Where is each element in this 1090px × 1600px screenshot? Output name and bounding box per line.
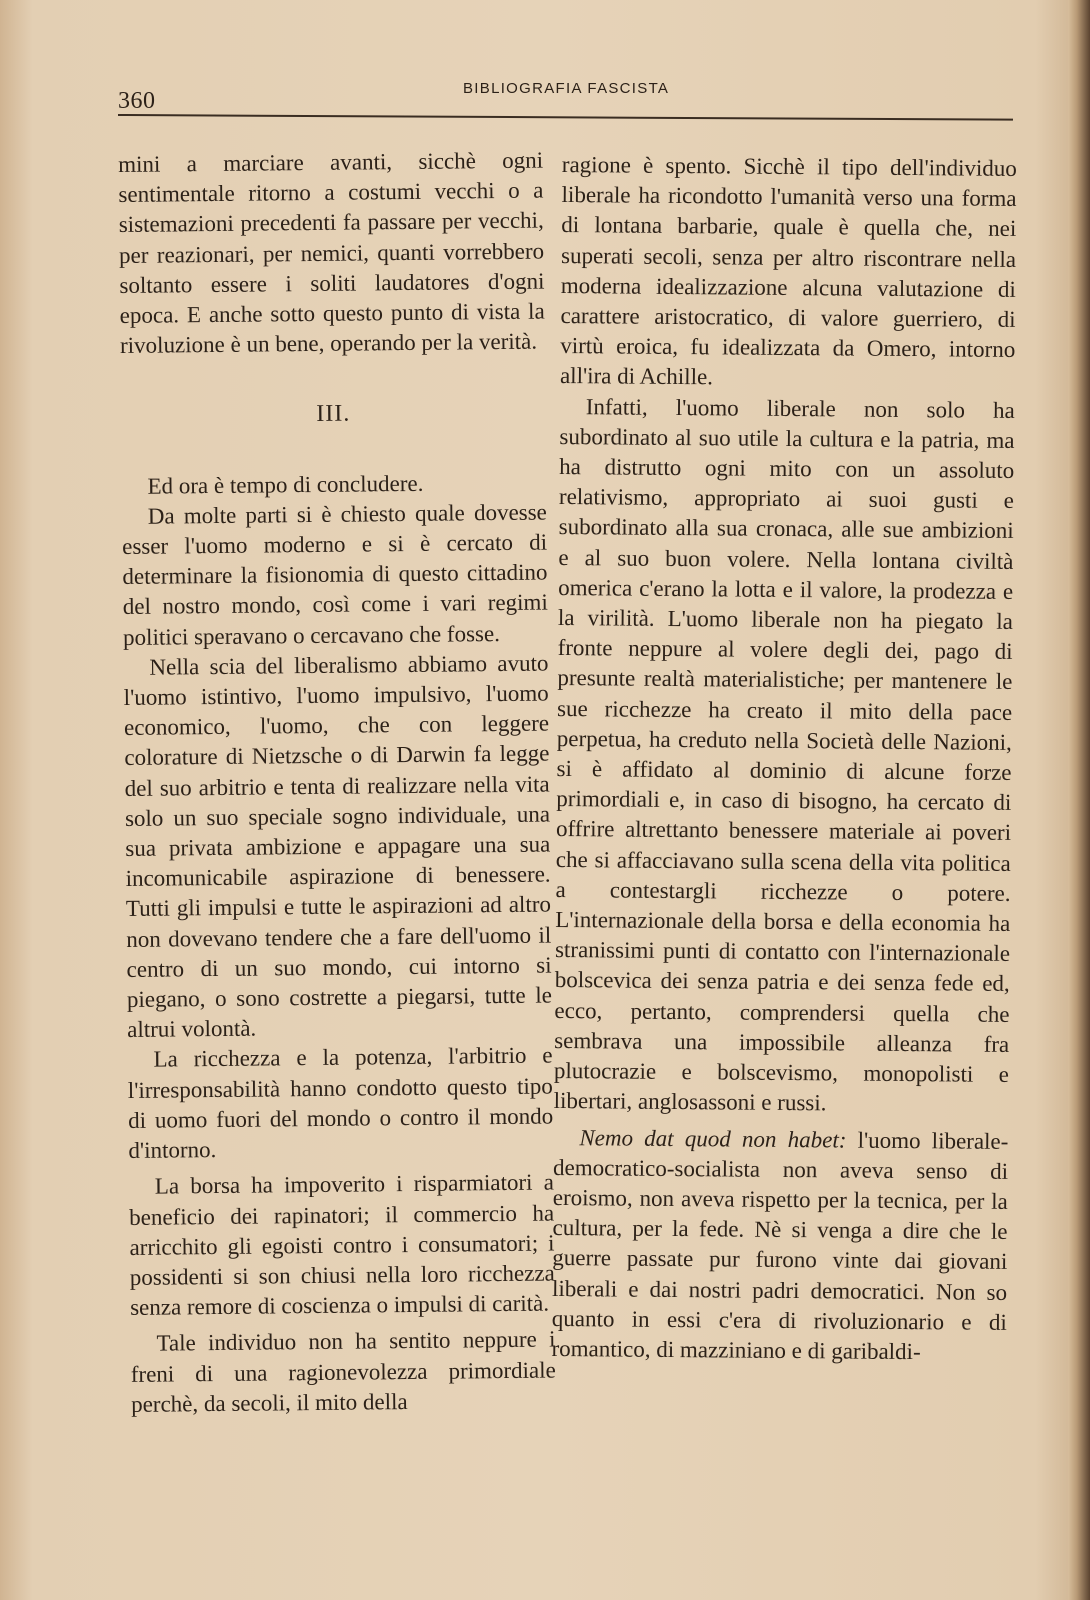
- right-paragraph-1: ragione è spento. Sicchè il tipo dell'individuo liberale ha ricondotto l'umanità verso una forma di lontana barbarie, quale è quella che, nei superati secoli, senza per altro riscontrare nella moderna idealizzazione alcuna valutazione di carattere aristocratico, di valore guerriero, di virtù eroica, fu idealizzata da Omero, intorno all'ira di Achille.: [559, 151, 1017, 390]
- section-heading: III.: [316, 401, 351, 428]
- left-column: [118, 146, 556, 1420]
- left-paragraph-7: Tale individuo non ha sentito neppure i freni di una ragionevolezza primordiale perchè, da secoli, il mito della: [130, 1326, 556, 1417]
- right-paragraph-3: [551, 1122, 1008, 1368]
- right-paragraph-2: Infatti, l'uomo liberale non solo ha subordinato al suo utile la cultura e la patria, ma ha distrutto ogni mito con un assoluto relativismo, appropriato ai suoi gusti e subordinato alla sua cronaca, alle sue ambizioni e al suo buon volere. Nella lontana civiltà omerica c'erano la lotta e il valore, la prodezza e la virilità. L'uomo liberale non ha piegato la fronte neppure al volere degli dei, pago di presunte realtà materialistiche; per mantenere le sue ricchezze ha creato il mito della pace perpetua, ha creduto nella Società delle Nazioni, si è affidato al dominio di alcune forze primordiali e, in caso di bisogno, ha cercato di offrire altrettanto benessere materiale ai poveri che si affacciavano sulla scena della vita politica a contestargli ricchezze o potere. L'internazionale della borsa e della economia ha stranissimi punti di contatto con l'internazionale bolscevica dei senza patria e dei senza fede ed, ecco, pertanto, comprendersi quella che sembrava una impossibile alleanza fra plutocrazie e bolscevismo, monopolisti e libertari, anglosassoni e russi.: [553, 393, 1015, 1116]
- left-paragraph-1: mini a marciare avanti, sicchè ogni sentimentale ritorno a costumi vecchi o a sistemazioni precedenti fa passare per vecchi, per reazionari, per nemici, quanti vorrebbero soltanto essere i soliti laudatores d'ogni epoca. E anche sotto questo punto di vista la rivoluzione è un bene, operando per la verità.: [118, 147, 545, 359]
- left-paragraph-2: Ed ora è tempo di concludere.: [147, 470, 424, 499]
- running-title: BIBLIOGRAFIA FASCISTA: [463, 80, 670, 97]
- left-paragraph-3: Da molte parti si è chiesto quale dovesse esser l'uomo moderno e si è cercato di determinare la fisionomia di questo cittadino del nostro mondo, così come i vari regimi politici speravano o cercavano che fosse.: [122, 499, 548, 650]
- page-header: [118, 78, 1018, 118]
- header-rule: [118, 114, 1013, 121]
- book-spine-shadow: [1068, 0, 1090, 1600]
- right-paragraph-3-text: l'uomo liberale-democratico-socialista non aveva senso di eroismo, non aveva rispetto per la tecnica, per la cultura, per la fede. Nè si venga a dire che le guerre passate pur furono vinte dai giovani liberali e dai nostri padri democratici. Non so quanto in essi c'era di rivoluzionario e di romantico, di mazziniano e di garibaldi-: [551, 1127, 1009, 1365]
- left-paragraph-6: La borsa ha impoverito i risparmiatori a beneficio dei rapinatori; il commercio ha arricchito gli egoisti contro i consumatori; i possidenti si son chiusi nella loro ricchezza senza remore di coscienza o impulsi di carità.: [129, 1169, 555, 1321]
- right-column: [551, 150, 1017, 1368]
- left-paragraph-4: Nella scia del liberalismo abbiamo avuto l'uomo istintivo, l'uomo impulsivo, l'uomo economico, l'uomo, che con leggere colorature di Nietzsche o di Darwin fa legge del suo arbitrio e tenta di realizzare nella vita solo un suo speciale sogno individuale, una sua privata ambizione e appagare una sua incomunicabile aspirazione di benessere. Tutti gli impulsi e tutte le aspirazioni ad altro non dovevano tendere che a fare dell'uomo il centro di un suo mondo, cui intorno si piegano, o sono costrette a piegarsi, tutte le altrui volontà.: [123, 650, 553, 1043]
- latin-phrase: Nemo dat quod non habet:: [579, 1124, 847, 1153]
- page-number: 360: [118, 88, 156, 114]
- left-paragraph-5: La ricchezza e la potenza, l'arbitrio e l'irresponsabilità hanno condotto questo tipo di uomo fuori del mondo o contro il mondo d'intorno.: [127, 1042, 554, 1164]
